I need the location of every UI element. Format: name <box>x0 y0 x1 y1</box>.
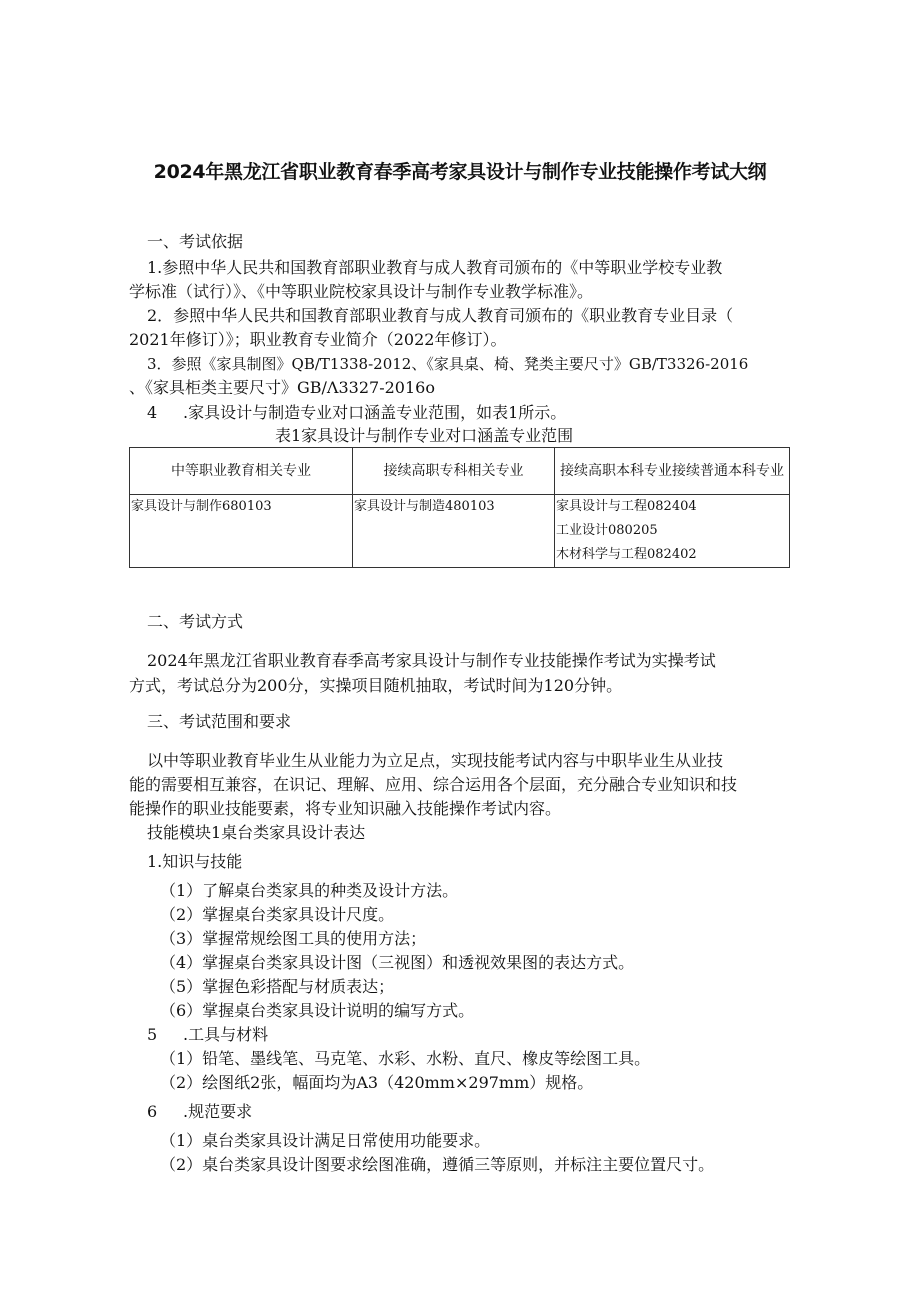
table-caption: 表1家具设计与制作专业对口涵盖专业范围 <box>275 426 574 445</box>
knowledge-item: （5）掌握色彩搭配与材质表达； <box>160 977 395 996</box>
table-cell <box>555 495 790 568</box>
table-row <box>130 495 790 568</box>
tools-item: （2）绘图纸2张，幅面均为A3（420mm×297mm）规格。 <box>160 1073 594 1092</box>
basis-item-2-line-1: 2．参照中华人民共和国教育部职业教育与成人教育司颁布的《职业教育专业目录（ <box>147 306 734 325</box>
knowledge-heading: 1.知识与技能 <box>147 852 243 871</box>
spec-heading: .规范要求 <box>183 1102 253 1121</box>
basis-item-3-line-1: 3．参照《家具制图》QB/T1338-2012、《家具桌、椅、凳类主要尺寸》GB/T3326-2016 <box>147 355 749 373</box>
basis-item-3-line-2: 、《家具柜类主要尺寸》GB∕Λ3327-2016o <box>129 378 435 397</box>
section-heading-scope: 三、考试范围和要求 <box>147 712 292 731</box>
method-line-2: 方式，考试总分为200分，实操项目随机抽取，考试时间为120分钟。 <box>129 676 623 695</box>
knowledge-item: （4）掌握桌台类家具设计图（三视图）和透视效果图的表达方式。 <box>160 953 635 972</box>
spec-item: （1）桌台类家具设计满足日常使用功能要求。 <box>160 1131 491 1150</box>
section-heading-method: 二、考试方式 <box>147 612 244 631</box>
knowledge-item: （1）了解桌台类家具的种类及设计方法。 <box>160 881 459 900</box>
section-heading-basis: 一、考试依据 <box>147 232 244 251</box>
method-line-1: 2024年黑龙江省职业教育春季高考家具设计与制作专业技能操作考试为实操考试 <box>147 651 716 670</box>
basis-item-1-line-2: 学标准（试行）》、《中等职业院校家具设计与制作专业教学标准》。 <box>129 282 594 301</box>
scope-line-1: 以中等职业教育毕业生从业能力为立足点，实现技能考试内容与中职毕业生从业技 <box>147 751 724 770</box>
tools-number: 5 <box>147 1025 158 1044</box>
table-header-cell: 中等职业教育相关专业 <box>130 448 353 495</box>
document-title: 2024年黑龙江省职业教育春季高考家具设计与制作专业技能操作考试大纲 <box>153 161 767 183</box>
table-header-cell: 接续高职本科专业接续普通本科专业 <box>555 448 790 495</box>
table-cell-line: 家具设计与工程082404 <box>556 499 697 514</box>
table-header-row <box>130 448 790 495</box>
table-header-cell: 接续高职专科相关专业 <box>353 448 555 495</box>
module-title: 技能模块1桌台类家具设计表达 <box>147 823 366 842</box>
spec-item: （2）桌台类家具设计图要求绘图准确，遵循三等原则，并标注主要位置尺寸。 <box>160 1155 715 1174</box>
knowledge-item: （3）掌握常规绘图工具的使用方法； <box>160 929 427 948</box>
scope-line-2: 能的需要相互兼容，在识记、理解、应用、综合运用各个层面，充分融合专业知识和技 <box>129 775 738 794</box>
knowledge-item: （2）掌握桌台类家具设计尺度。 <box>160 905 395 924</box>
table-cell-line: 木材科学与工程082402 <box>556 547 697 562</box>
tools-item: （1）铅笔、墨线笔、马克笔、水彩、水粉、直尺、橡皮等绘图工具。 <box>160 1049 651 1068</box>
scope-line-3: 能操作的职业技能要素，将专业知识融入技能操作考试内容。 <box>129 799 562 818</box>
basis-item-4-number: 4 <box>147 403 158 422</box>
knowledge-item: （6）掌握桌台类家具设计说明的编写方式。 <box>160 1001 475 1020</box>
major-scope-table <box>129 447 790 568</box>
table-cell-line: 工业设计080205 <box>556 523 658 538</box>
basis-item-1-line-1: 1.参照中华人民共和国教育部职业教育与成人教育司颁布的《中等职业学校专业教 <box>147 258 723 277</box>
table-cell: 家具设计与制造480103 <box>353 495 555 568</box>
tools-heading: .工具与材料 <box>183 1025 269 1044</box>
spec-number: 6 <box>147 1102 158 1121</box>
basis-item-4-text: .家具设计与制造专业对口涵盖专业范围，如表1所示。 <box>183 403 567 422</box>
table-cell: 家具设计与制作680103 <box>130 495 353 568</box>
basis-item-2-line-2: 2021年修订）》；职业教育专业简介（2022年修订）。 <box>129 330 507 349</box>
